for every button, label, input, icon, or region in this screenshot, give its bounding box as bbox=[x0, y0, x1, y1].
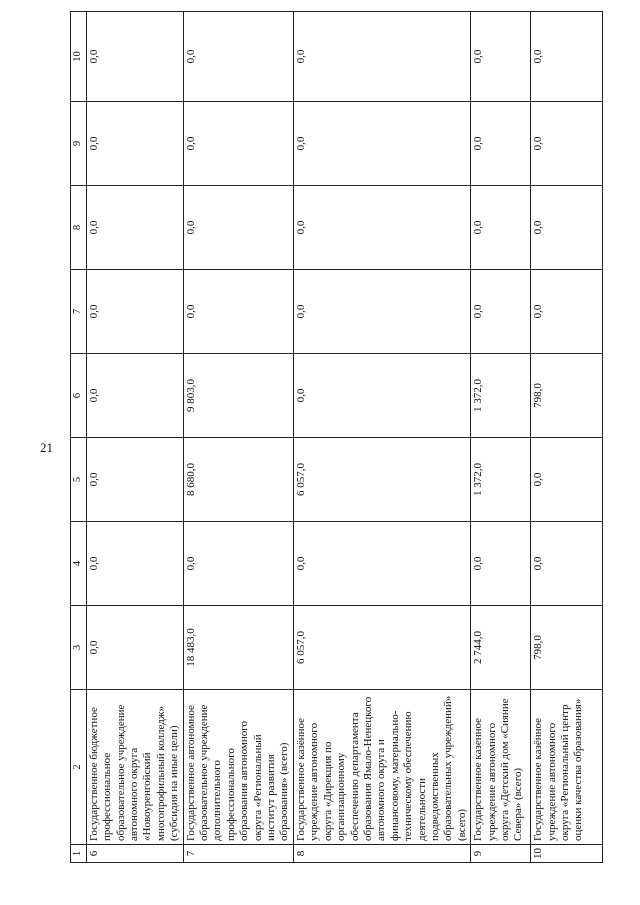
cell-col6: 9 803,0 bbox=[183, 354, 293, 438]
cell-col7: 0,0 bbox=[471, 270, 531, 354]
cell-col5: 8 680,0 bbox=[183, 438, 293, 522]
cell-col8: 0,0 bbox=[293, 186, 470, 270]
cell-col8: 0,0 bbox=[531, 186, 603, 270]
institution-name: Государственное казённое учреждение автономного округа «Дирекция по организационному обеспечению департамента образования Ямало-Ненецкого автономного округа и финансовому, материально-техническому обеспечению деятельности подведомственных образовательных учреждений» (всего) bbox=[293, 690, 470, 845]
row-number: 10 bbox=[531, 845, 603, 863]
table-row bbox=[183, 12, 293, 863]
header-row bbox=[71, 12, 87, 863]
column-header: 8 bbox=[71, 186, 87, 270]
cell-col9: 0,0 bbox=[86, 102, 183, 186]
column-header: 1 bbox=[71, 845, 87, 863]
cell-col7: 0,0 bbox=[86, 270, 183, 354]
cell-col3: 18 483,0 bbox=[183, 606, 293, 690]
institution-name: Государственное бюджетное профессиональное образовательное учреждение автономного округа «Новоуренгойский многопрофильный колледж» (субсидия на иные цели) bbox=[86, 690, 183, 845]
cell-col4: 0,0 bbox=[183, 522, 293, 606]
row-number: 7 bbox=[183, 845, 293, 863]
rotated-table-wrapper bbox=[70, 22, 585, 863]
column-header: 5 bbox=[71, 438, 87, 522]
cell-col5: 6 057,0 bbox=[293, 438, 470, 522]
table-row bbox=[471, 12, 531, 863]
cell-col10: 0,0 bbox=[293, 12, 470, 102]
column-header: 4 bbox=[71, 522, 87, 606]
page-number: 21 bbox=[40, 440, 53, 455]
cell-col10: 0,0 bbox=[531, 12, 603, 102]
cell-col7: 0,0 bbox=[293, 270, 470, 354]
table-row bbox=[293, 12, 470, 863]
cell-col9: 0,0 bbox=[293, 102, 470, 186]
column-header: 10 bbox=[71, 12, 87, 102]
cell-col4: 0,0 bbox=[86, 522, 183, 606]
cell-col4: 0,0 bbox=[471, 522, 531, 606]
column-header: 2 bbox=[71, 690, 87, 845]
cell-col6: 0,0 bbox=[293, 354, 470, 438]
row-number: 9 bbox=[471, 845, 531, 863]
cell-col7: 0,0 bbox=[531, 270, 603, 354]
column-header: 3 bbox=[71, 606, 87, 690]
cell-col10: 0,0 bbox=[471, 12, 531, 102]
cell-col6: 798,0 bbox=[531, 354, 603, 438]
cell-col6: 0,0 bbox=[86, 354, 183, 438]
institution-name: Государственное казённое учреждение автономного округа «Региональный центр оценки качества образования» bbox=[531, 690, 603, 845]
institution-name: Государственное автономное образовательное учреждение дополнительного профессионального образования автономного округа «Региональный институт развития образования» (всего) bbox=[183, 690, 293, 845]
column-header: 9 bbox=[71, 102, 87, 186]
table-container bbox=[70, 22, 585, 863]
cell-col10: 0,0 bbox=[86, 12, 183, 102]
institution-name: Государственное казенное учреждение автономного округа «Детский дом «Сияние Севера» (всего) bbox=[471, 690, 531, 845]
cell-col5: 1 372,0 bbox=[471, 438, 531, 522]
row-number: 8 bbox=[293, 845, 470, 863]
cell-col4: 0,0 bbox=[293, 522, 470, 606]
cell-col3: 2 744,0 bbox=[471, 606, 531, 690]
cell-col3: 798,0 bbox=[531, 606, 603, 690]
cell-col4: 0,0 bbox=[531, 522, 603, 606]
cell-col8: 0,0 bbox=[86, 186, 183, 270]
cell-col8: 0,0 bbox=[183, 186, 293, 270]
table-row bbox=[531, 12, 603, 863]
cell-col8: 0,0 bbox=[471, 186, 531, 270]
row-number: 6 bbox=[86, 845, 183, 863]
cell-col6: 1 372,0 bbox=[471, 354, 531, 438]
cell-col5: 0,0 bbox=[531, 438, 603, 522]
table-row bbox=[86, 12, 183, 863]
cell-col3: 0,0 bbox=[86, 606, 183, 690]
budget-table bbox=[70, 11, 603, 863]
cell-col3: 6 057,0 bbox=[293, 606, 470, 690]
column-header: 7 bbox=[71, 270, 87, 354]
cell-col9: 0,0 bbox=[183, 102, 293, 186]
column-header: 6 bbox=[71, 354, 87, 438]
cell-col5: 0,0 bbox=[86, 438, 183, 522]
cell-col9: 0,0 bbox=[471, 102, 531, 186]
cell-col9: 0,0 bbox=[531, 102, 603, 186]
cell-col10: 0,0 bbox=[183, 12, 293, 102]
cell-col7: 0,0 bbox=[183, 270, 293, 354]
